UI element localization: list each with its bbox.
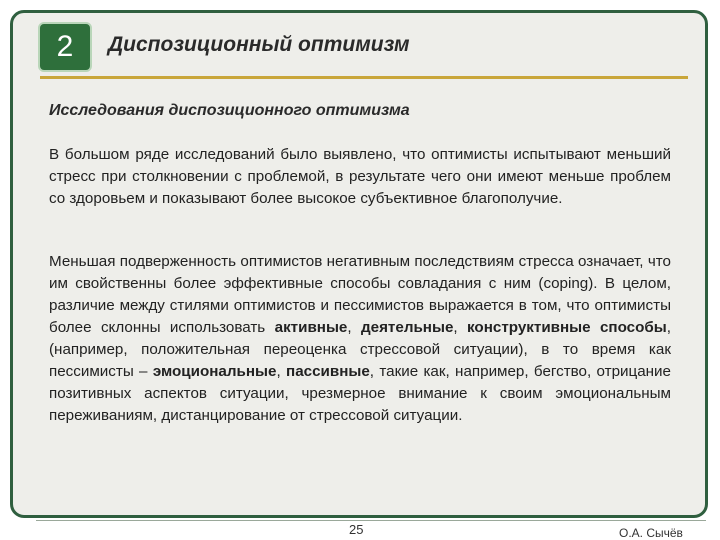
term-active-doing: деятельные <box>360 319 454 336</box>
separator-1: , <box>347 319 361 336</box>
term-passive: пассивные <box>286 363 370 380</box>
separator-3: , <box>276 363 287 380</box>
section-subtitle: Исследования диспозиционного оптимизма <box>49 102 410 119</box>
author-credit: О.А. Сычёв <box>619 526 683 540</box>
term-active: активные <box>274 319 348 336</box>
term-emotional: эмоциональные <box>152 363 277 380</box>
paragraph-2-text-3: , такие как, например, бегство, отрицание позитивных аспектов ситуации, чрезмерное внимание к своим эмоциональным переживаниям, дистанцирование от стрессовой ситуации. <box>49 363 671 424</box>
paragraph-2-text-1: Меньшая подверженность оптимистов негативным последствиям стресса означает, что им свойственны более эффективные способы совладания с ним (coping). В целом, различие между стилями оптимистов и пессимистов выражается в том, что оптимисты более склонны использовать <box>49 253 671 336</box>
page-number: 25 <box>349 522 364 537</box>
term-constructive: конструктивные способы <box>467 319 667 336</box>
separator-2: , <box>453 319 468 336</box>
slide-number-badge: 2 <box>38 22 92 72</box>
paragraph-1: В большом ряде исследований было выявлено, что оптимисты испытывают меньший стресс при столкновении с проблемой, в результате чего они имеют меньше проблем со здоровьем и показывают более высокое субъективное благополучие. <box>49 146 671 207</box>
title-underline <box>40 76 688 79</box>
slide-title: Диспозиционный оптимизм <box>108 33 410 56</box>
paragraph-2 <box>49 251 671 427</box>
footer-divider <box>36 520 706 521</box>
paragraph-2-text-2: , (например, положительная переоценка стрессовой ситуации), в то время как пессимисты – <box>49 319 671 380</box>
